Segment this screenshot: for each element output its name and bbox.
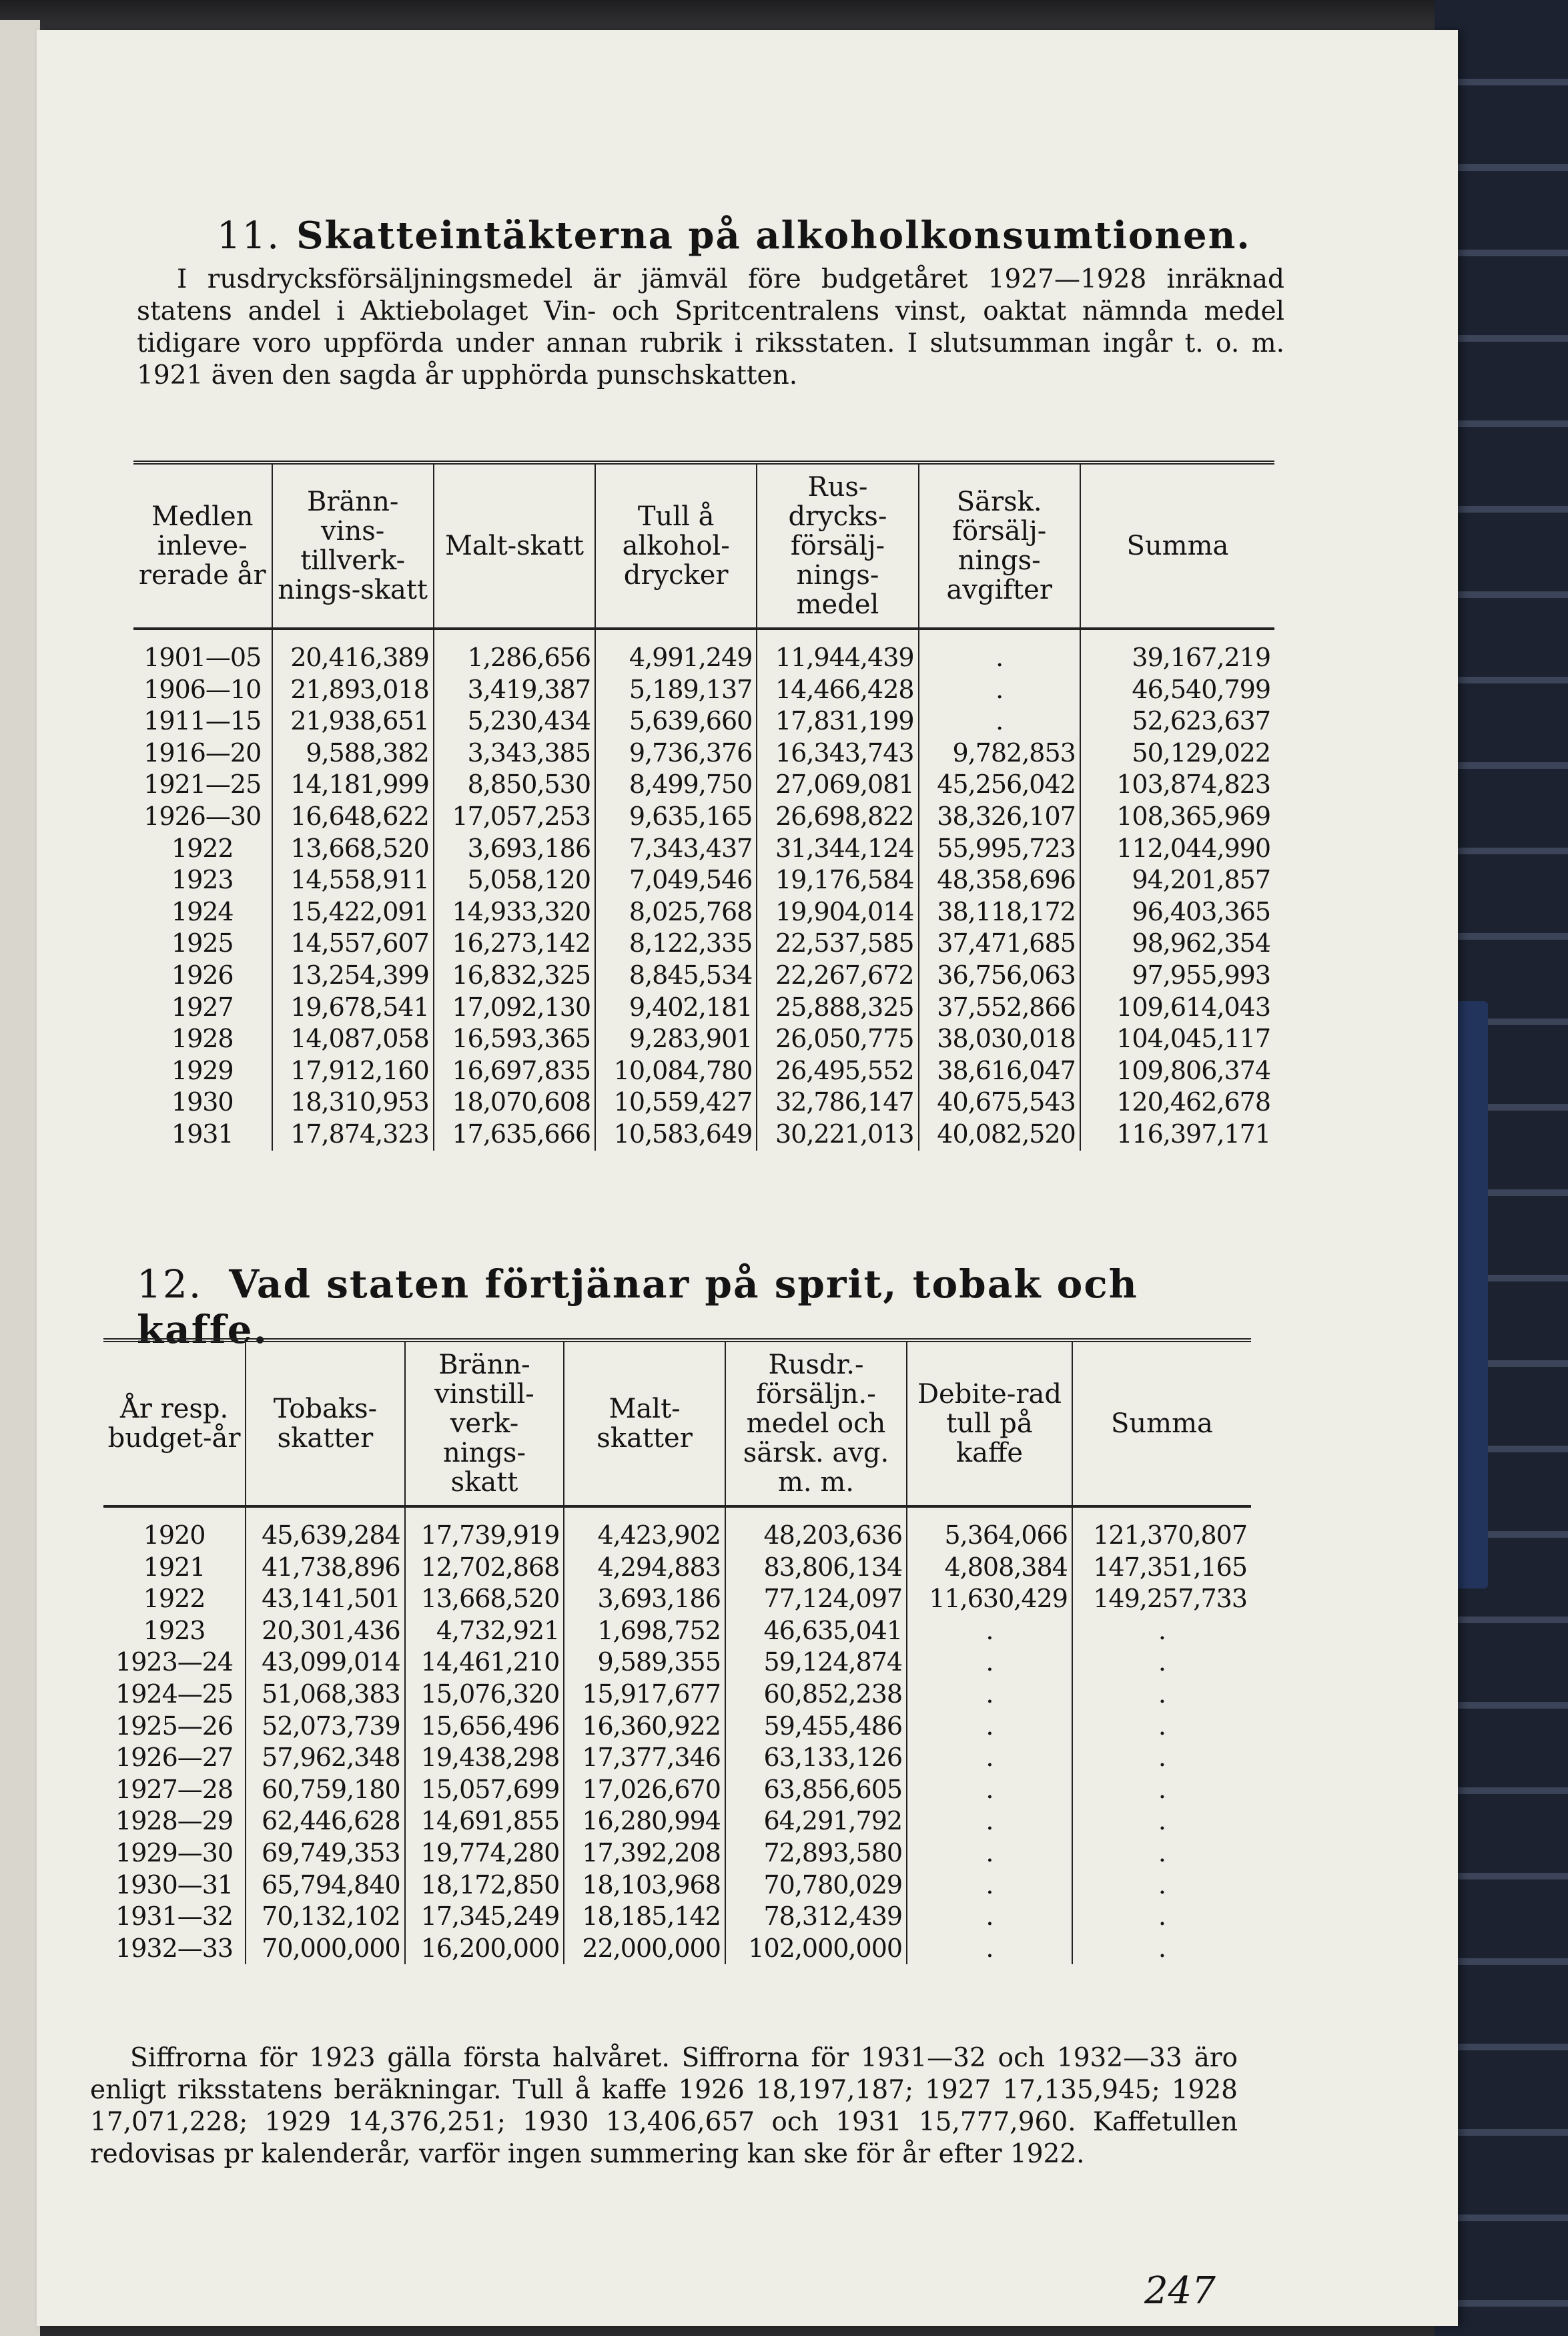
row-label-cell: 1926 [171,960,234,990]
table-cell: 48,358,696 [919,864,1080,896]
table-cell: 26,050,775 [757,1023,918,1055]
table-cell: 22,267,672 [757,960,918,992]
table-cell: 69,749,353 [246,1837,405,1869]
table-cell: 17,026,670 [564,1774,725,1806]
table-cell: 17,739,919 [405,1506,564,1552]
table-cell: 16,697,835 [434,1055,595,1087]
table-cell: 108,365,969 [1080,801,1274,833]
column-header: Debite-rad tull på kaffe [907,1340,1072,1506]
table-cell: 70,132,102 [246,1901,405,1933]
row-label-cell: 1926—27 [115,1743,234,1773]
row-label-cell: 1929 [171,1055,234,1085]
table-row [133,1087,1274,1119]
table-row [103,1647,1251,1679]
table-row [133,674,1274,706]
table-cell: 22,537,585 [757,928,918,960]
table-cell: 7,049,546 [595,864,757,896]
table-cell: 16,280,994 [564,1805,725,1837]
table-cell: 112,044,990 [1080,833,1274,865]
table-cell: 12,702,868 [405,1552,564,1584]
table-cell: 8,499,750 [595,769,757,801]
table-cell: 9,736,376 [595,738,757,770]
table-cell: 17,392,208 [564,1837,725,1869]
table-cell: . [1072,1742,1251,1774]
table-cell: 16,343,743 [757,738,918,770]
table-cell: 46,540,799 [1080,674,1274,706]
table-cell: 102,000,000 [725,1933,907,1965]
table-cell: 14,087,058 [272,1023,434,1055]
table-cell: 8,850,530 [434,769,595,801]
column-header: Bränn-vinstill-verk-nings-skatt [405,1340,564,1506]
table-cell: . [1072,1901,1251,1933]
table-cell: 13,668,520 [272,833,434,865]
table-row [103,1805,1251,1837]
table-cell: 7,343,437 [595,833,757,865]
table-cell: . [1072,1615,1251,1647]
table-cell: 103,874,823 [1080,769,1274,801]
table-row [103,1901,1251,1933]
table-cell: 104,045,117 [1080,1023,1274,1055]
row-label-cell: 1927—28 [115,1774,234,1804]
table-cell: 1,286,656 [434,629,595,674]
table-cell: 18,310,953 [272,1087,434,1119]
table-cell: 51,068,383 [246,1679,405,1711]
column-header: Tobaks-skatter [246,1340,405,1506]
table-cell: . [907,1837,1072,1869]
row-label-cell: 1920 [143,1520,206,1550]
table-cell: . [907,1869,1072,1902]
column-header: Rus-drycks-försälj-nings-medel [757,463,918,629]
row-label-cell: 1922 [171,833,234,863]
table-cell: 15,656,496 [405,1711,564,1743]
row-label-cell: 1931 [171,1119,234,1149]
table-cell: 60,759,180 [246,1774,405,1806]
table-cell: . [907,1774,1072,1806]
column-header: Medlen inleve-rerade år [138,501,266,591]
table-cell: 14,933,320 [434,896,595,928]
table-cell: 50,129,022 [1080,738,1274,770]
table-cell: 19,678,541 [272,992,434,1024]
table-cell: 9,589,355 [564,1647,725,1679]
table-cell: 48,203,636 [725,1506,907,1552]
table-cell: 5,189,137 [595,674,757,706]
table-row [103,1583,1251,1615]
table-cell: 16,648,622 [272,801,434,833]
alcohol-tax-table [133,461,1274,1151]
table-cell: 10,559,427 [595,1087,757,1119]
table-cell: 9,635,165 [595,801,757,833]
table-cell: 14,558,911 [272,864,434,896]
table-cell: 16,200,000 [405,1933,564,1965]
table-cell: 4,991,249 [595,629,757,674]
table-cell: 26,698,822 [757,801,918,833]
table-cell: 65,794,840 [246,1869,405,1902]
table-row [133,992,1274,1024]
table-cell: 17,092,130 [434,992,595,1024]
table-cell: 14,466,428 [757,674,918,706]
table-cell: . [907,1647,1072,1679]
table-cell: 120,462,678 [1080,1087,1274,1119]
table-cell: . [907,1901,1072,1933]
left-page-edge [0,20,40,2336]
table-cell: 43,099,014 [246,1647,405,1679]
table-cell: 45,256,042 [919,769,1080,801]
table-cell: 4,732,921 [405,1615,564,1647]
table-cell: 1,698,752 [564,1615,725,1647]
table-cell: 4,294,883 [564,1552,725,1584]
table-cell: 55,995,723 [919,833,1080,865]
table-cell: 32,786,147 [757,1087,918,1119]
table-cell: . [919,705,1080,738]
table-row [103,1837,1251,1869]
table-row [103,1552,1251,1584]
table-cell: 4,808,384 [907,1552,1072,1584]
table-row [133,769,1274,801]
table-cell: . [1072,1647,1251,1679]
table-cell: . [907,1805,1072,1837]
table-row [133,960,1274,992]
table-row [133,738,1274,770]
table-cell: 20,416,389 [272,629,434,674]
table-cell: 109,806,374 [1080,1055,1274,1087]
section-11-number: 11. [217,214,281,258]
column-header: Rusdr.-försäljn.-medel och särsk. avg. m. m. [725,1340,907,1506]
table-cell: 43,141,501 [246,1583,405,1615]
table-row [103,1933,1251,1965]
table-cell: 11,630,429 [907,1583,1072,1615]
table-cell: . [1072,1774,1251,1806]
row-label-cell: 1923 [171,865,234,895]
table-cell: 19,176,584 [757,864,918,896]
table-cell: 14,691,855 [405,1805,564,1837]
state-revenue-table [103,1338,1251,1964]
footnote-text: Siffrorna för 1923 gälla första halvåret. Siffrorna för 1931—32 och 1932—33 äro enligt riksstatens beräkningar. Tull å kaffe 1926 18,197,187; 1927 17,135,945; 1928 17,071,228; 1929 14,376,251; 1930 13,406,657 och 1931 15,777,960. Kaffetullen redovisas pr kalenderår, varför ingen summering kan ske för år efter 1922. [90,2043,1238,2169]
table-row [133,801,1274,833]
row-label-cell: 1906—10 [143,674,262,704]
table-cell: 10,084,780 [595,1055,757,1087]
table-cell: 45,639,284 [246,1506,405,1552]
table-cell: . [1072,1679,1251,1711]
table-cell: 38,616,047 [919,1055,1080,1087]
table-cell: 21,893,018 [272,674,434,706]
table-cell: 19,904,014 [757,896,918,928]
table-cell: 26,495,552 [757,1055,918,1087]
book-page [37,30,1458,2326]
table-cell: 70,000,000 [246,1933,405,1965]
table-cell: . [1072,1837,1251,1869]
table-cell: 14,181,999 [272,769,434,801]
table-cell: 149,257,733 [1072,1583,1251,1615]
table-row [133,1055,1274,1087]
table-row [133,705,1274,738]
table-cell: 46,635,041 [725,1615,907,1647]
table-cell: 9,283,901 [595,1023,757,1055]
table-cell: 41,738,896 [246,1552,405,1584]
table-row [133,928,1274,960]
row-label-cell: 1928—29 [115,1806,234,1836]
table-cell: 17,345,249 [405,1901,564,1933]
table-cell: 18,070,608 [434,1087,595,1119]
table-cell: 36,756,063 [919,960,1080,992]
table-cell: 9,782,853 [919,738,1080,770]
table-cell: 18,103,968 [564,1869,725,1902]
table-cell: 78,312,439 [725,1901,907,1933]
table-cell: 16,593,365 [434,1023,595,1055]
row-label-cell: 1930 [171,1087,234,1117]
table-cell: 15,057,699 [405,1774,564,1806]
table-cell: 3,343,385 [434,738,595,770]
table-cell: 52,073,739 [246,1711,405,1743]
table-cell: 9,588,382 [272,738,434,770]
table-cell: 98,962,354 [1080,928,1274,960]
section-12-number: 12. [137,1261,203,1307]
table-row [133,833,1274,865]
table-row [103,1506,1251,1552]
table-body [133,629,1274,1151]
table-cell: 11,944,439 [757,629,918,674]
table-cell: 59,124,874 [725,1647,907,1679]
column-header: År resp. budget-år [107,1394,241,1454]
column-header: Malt-skatt [434,463,595,629]
table-cell: 4,423,902 [564,1506,725,1552]
table-cell: 13,254,399 [272,960,434,992]
table-cell: . [919,674,1080,706]
row-label-cell: 1930—31 [115,1869,234,1900]
table-cell: 30,221,013 [757,1119,918,1151]
table-cell: 14,557,607 [272,928,434,960]
column-header: Summa [1072,1340,1251,1506]
table-cell: 83,806,134 [725,1552,907,1584]
table-cell: 72,893,580 [725,1837,907,1869]
table-cell: 3,419,387 [434,674,595,706]
table-cell: 8,122,335 [595,928,757,960]
table-cell: 17,635,666 [434,1119,595,1151]
table-row [103,1679,1251,1711]
table-cell: . [907,1711,1072,1743]
table-cell: 121,370,807 [1072,1506,1251,1552]
row-label-cell: 1911—15 [143,706,262,736]
section-11-intro [137,264,1284,392]
table-cell: 96,403,365 [1080,896,1274,928]
table-row [103,1869,1251,1902]
section-12-heading: Vad staten förtjänar på sprit, tobak och kaffe. [137,1261,1138,1352]
column-header: Särsk. försälj-nings-avgifter [919,463,1080,629]
table-header-row [133,463,1274,629]
row-label-cell: 1925 [171,928,234,958]
table-cell: 9,402,181 [595,992,757,1024]
table-row [103,1615,1251,1647]
table-cell: 63,856,605 [725,1774,907,1806]
table-cell: 15,422,091 [272,896,434,928]
table-row [103,1774,1251,1806]
table-cell: 17,874,323 [272,1119,434,1151]
table-cell: 63,133,126 [725,1742,907,1774]
table-cell: 5,230,434 [434,705,595,738]
table-row [103,1742,1251,1774]
table-cell: 5,364,066 [907,1506,1072,1552]
row-label-cell: 1932—33 [115,1933,234,1963]
table-cell: 17,057,253 [434,801,595,833]
row-label-cell: 1928 [171,1024,234,1054]
table-cell: . [919,629,1080,674]
table-cell: . [907,1742,1072,1774]
table-cell: 16,360,922 [564,1711,725,1743]
table-cell: 31,344,124 [757,833,918,865]
section-11-heading: Skatteintäkterna på alkoholkonsumtionen. [296,214,1251,258]
table-cell: 40,675,543 [919,1087,1080,1119]
table-cell: 39,167,219 [1080,629,1274,674]
page-number: 247 [1144,2269,1216,2313]
table-cell: 19,774,280 [405,1837,564,1869]
table-cell: 59,455,486 [725,1711,907,1743]
table-cell: 13,668,520 [405,1583,564,1615]
table-cell: . [1072,1711,1251,1743]
table-body [103,1506,1251,1964]
table-cell: 17,912,160 [272,1055,434,1087]
table-cell: 64,291,792 [725,1805,907,1837]
table-cell: 14,461,210 [405,1647,564,1679]
row-label-cell: 1923—24 [115,1647,234,1677]
table-cell: 22,000,000 [564,1933,725,1965]
footnote [90,2042,1238,2170]
table-cell: 38,030,018 [919,1023,1080,1055]
table-row [103,1711,1251,1743]
row-label-cell: 1916—20 [143,738,262,768]
table-cell: . [907,1679,1072,1711]
table-cell: 17,831,199 [757,705,918,738]
table-cell: . [1072,1805,1251,1837]
row-label-cell: 1929—30 [115,1837,234,1867]
table-cell: 3,693,186 [434,833,595,865]
column-header: Malt-skatter [564,1340,725,1506]
table-cell: 70,780,029 [725,1869,907,1902]
row-label-cell: 1926—30 [143,801,262,831]
table-cell: 38,326,107 [919,801,1080,833]
table-cell: 18,172,850 [405,1869,564,1902]
table-cell: 8,025,768 [595,896,757,928]
table-cell: . [907,1615,1072,1647]
intro-paragraph: I rusdrycksförsäljningsmedel är jämväl före budgetåret 1927—1928 inräknad statens andel i Aktiebolaget Vin- och Spritcentralens vinst, oaktat nämnda medel tidigare voro uppförda under annan rubrik i riksstaten. I slutsumman ingår t. o. m. 1921 även den sagda år upphörda punschskatten. [137,264,1284,390]
column-header: Summa [1080,463,1274,629]
table-cell: 116,397,171 [1080,1119,1274,1151]
row-label-cell: 1924 [171,896,234,926]
table-row [133,864,1274,896]
table-row [133,1119,1274,1151]
table-cell: 10,583,649 [595,1119,757,1151]
table-cell: 19,438,298 [405,1742,564,1774]
table-cell: 60,852,238 [725,1679,907,1711]
row-label-cell: 1931—32 [115,1902,234,1932]
row-label-cell: 1924—25 [115,1679,234,1709]
table-cell: 8,845,534 [595,960,757,992]
table-row [133,1023,1274,1055]
table-cell: 20,301,436 [246,1615,405,1647]
table-row [133,629,1274,674]
column-header: Tull å alkohol-drycker [595,463,757,629]
row-label-cell: 1921—25 [143,770,262,800]
table-cell: 3,693,186 [564,1583,725,1615]
row-label-cell: 1901—05 [143,643,262,672]
row-label-cell: 1921 [143,1552,206,1582]
table-row [133,896,1274,928]
table-cell: . [1072,1869,1251,1902]
table-cell: 52,623,637 [1080,705,1274,738]
table-cell: 21,938,651 [272,705,434,738]
row-label-cell: 1925—26 [115,1711,234,1741]
table-cell: 77,124,097 [725,1583,907,1615]
table-cell: . [907,1933,1072,1965]
row-label-cell: 1923 [143,1615,206,1645]
table-cell: 17,377,346 [564,1742,725,1774]
table-cell: 37,552,866 [919,992,1080,1024]
section-11-title [217,214,1298,258]
table-cell: 94,201,857 [1080,864,1274,896]
table-cell: 40,082,520 [919,1119,1080,1151]
table-cell: 18,185,142 [564,1901,725,1933]
table-cell: 15,076,320 [405,1679,564,1711]
table-cell: 16,273,142 [434,928,595,960]
table-cell: 27,069,081 [757,769,918,801]
column-header: Bränn-vins-tillverk-nings-skatt [272,463,434,629]
table-cell: 109,614,043 [1080,992,1274,1024]
table-cell: 147,351,165 [1072,1552,1251,1584]
table-cell: 97,955,993 [1080,960,1274,992]
table-cell: 57,962,348 [246,1742,405,1774]
table-cell: 5,639,660 [595,705,757,738]
row-label-cell: 1927 [171,992,234,1022]
table-cell: 25,888,325 [757,992,918,1024]
table-header-row [103,1340,1251,1506]
table-cell: . [1072,1933,1251,1965]
table-cell: 15,917,677 [564,1679,725,1711]
table-cell: 37,471,685 [919,928,1080,960]
table-cell: 62,446,628 [246,1805,405,1837]
table-cell: 16,832,325 [434,960,595,992]
table-cell: 5,058,120 [434,864,595,896]
table-cell: 38,118,172 [919,896,1080,928]
row-label-cell: 1922 [143,1584,206,1614]
